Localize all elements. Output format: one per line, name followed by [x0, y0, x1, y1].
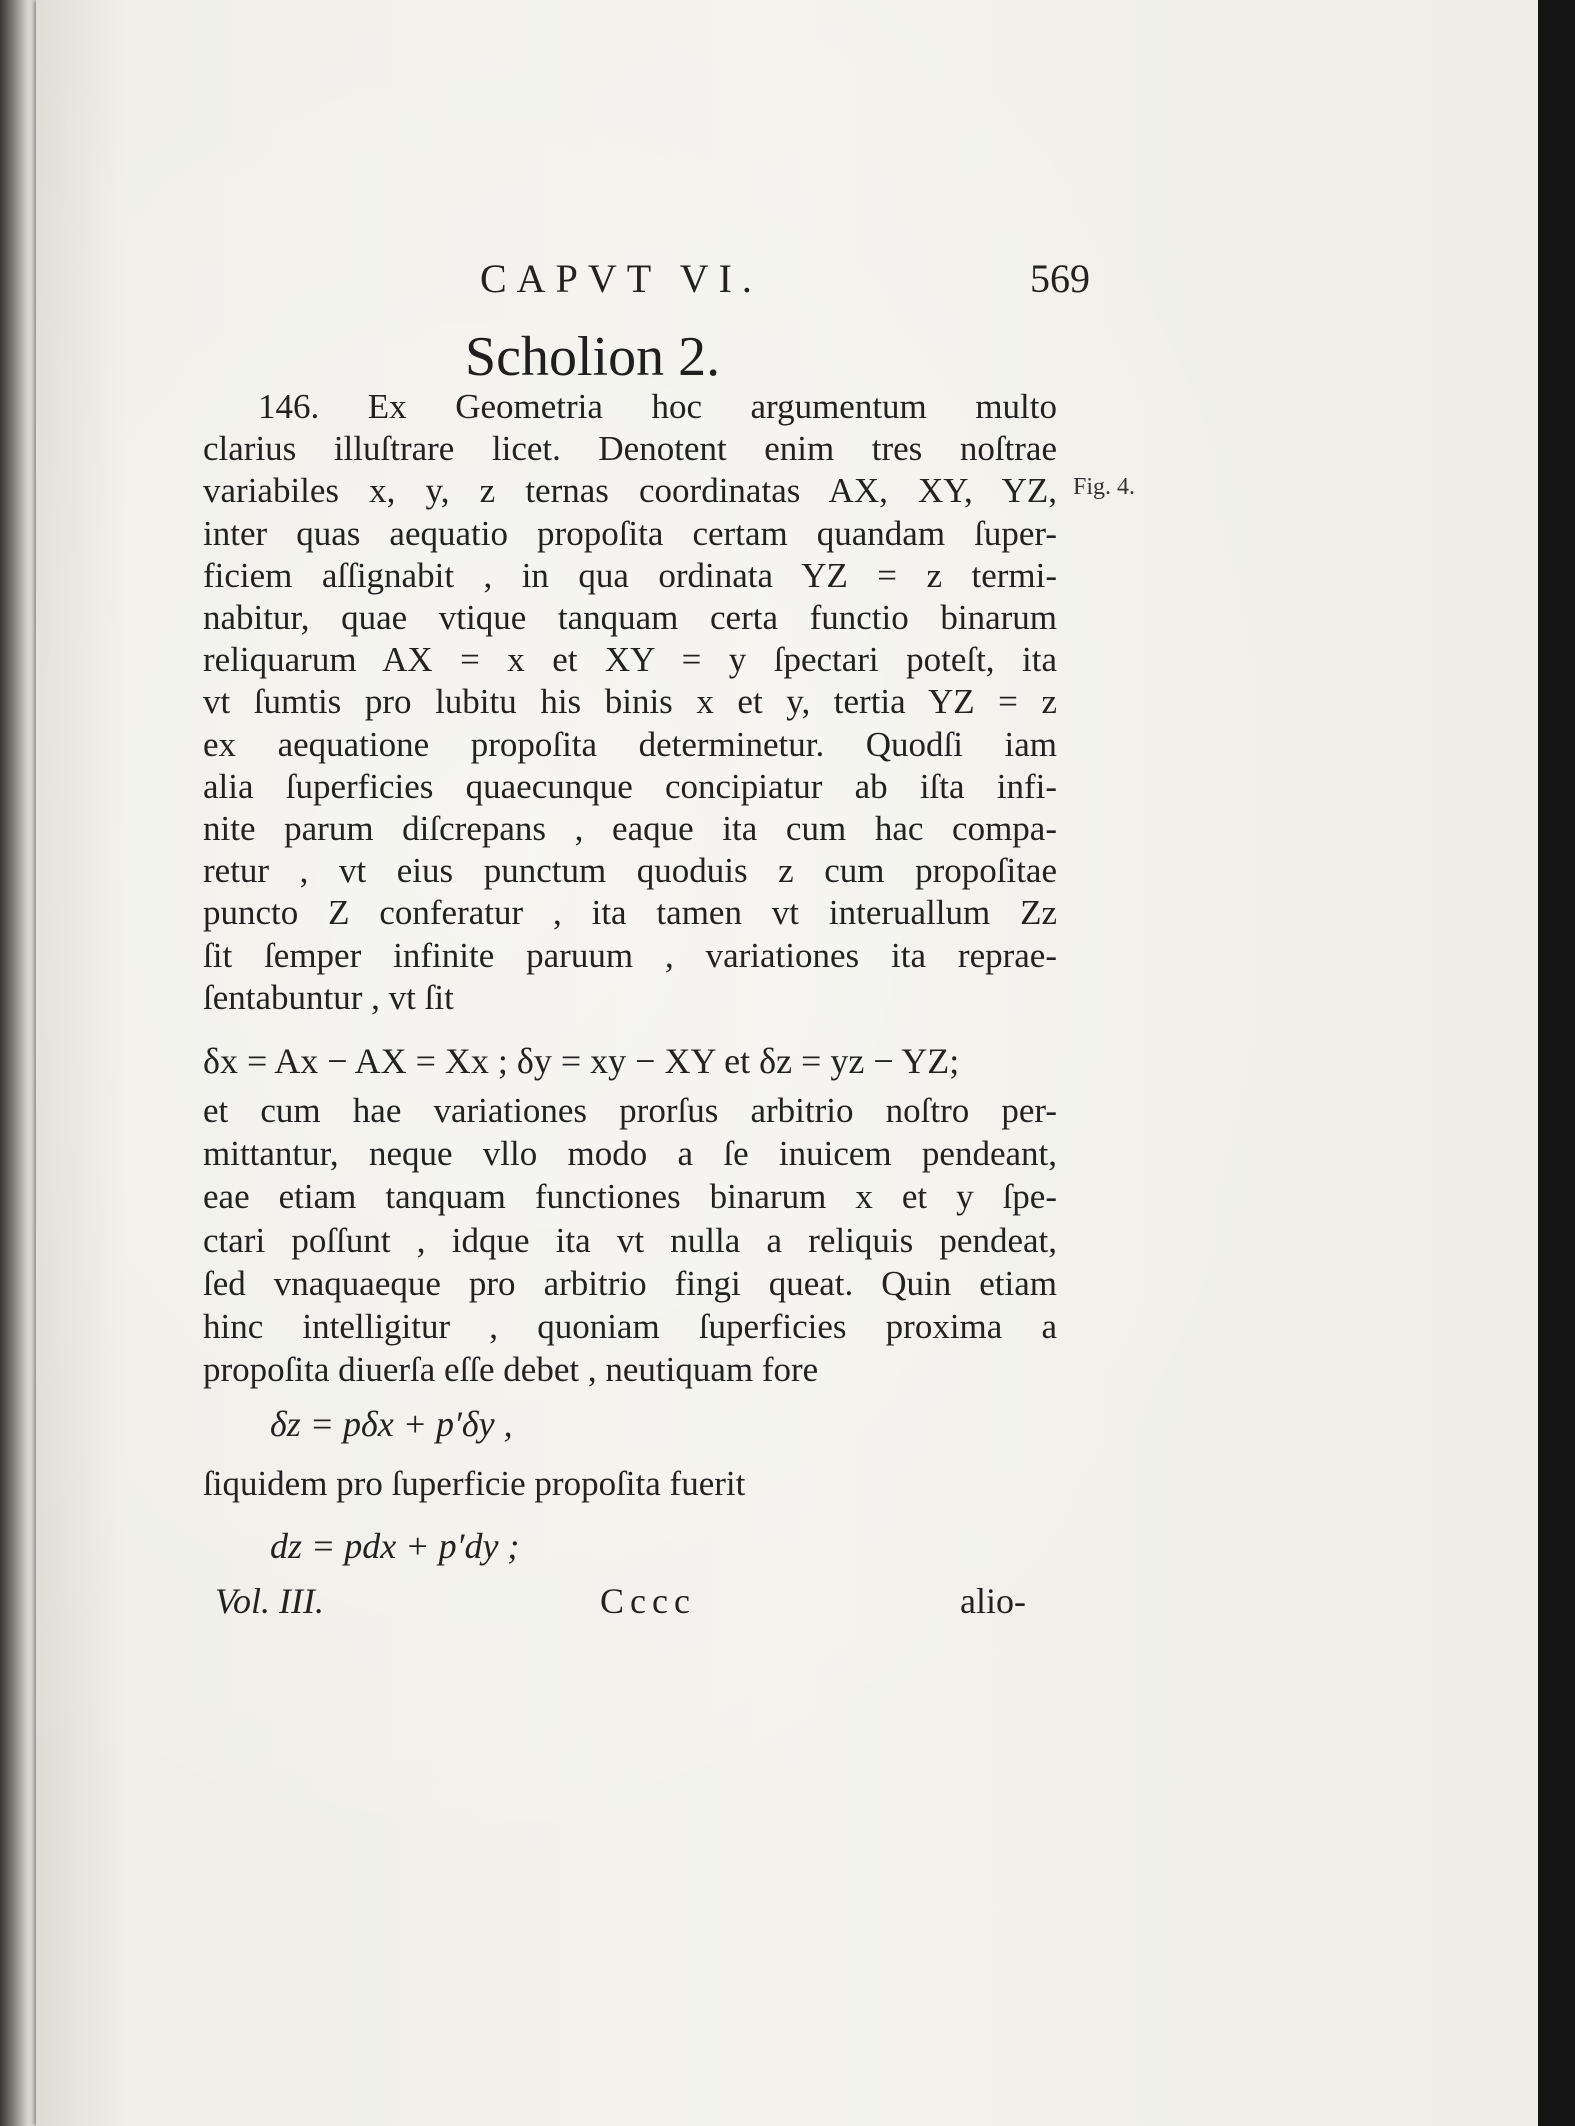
page-number: 569 — [1030, 256, 1090, 301]
text-line: ſed vnaquaeque pro arbitrio fingi queat. Quin etiam — [203, 1263, 1057, 1303]
volume-label: Vol. III. — [215, 1581, 324, 1621]
total-variation-formula: δz = pδx + p′δy , — [270, 1404, 513, 1444]
text-line: inter quas aequatio propoſita certam quandam ſuper- — [203, 513, 1057, 553]
text-line: propoſita diuerſa eſſe debet , neutiquam fore — [203, 1350, 819, 1390]
running-title: CAPVT VI. — [480, 256, 762, 301]
differential-formula: dz = pdx + p′dy ; — [270, 1526, 520, 1566]
scan-background — [1538, 0, 1575, 2126]
text-line: ſentabuntur , vt ſit — [203, 977, 454, 1017]
text-line: hinc intelligitur , quoniam ſuperficies proxima a — [203, 1307, 1057, 1346]
section-title: Scholion 2. — [465, 326, 721, 388]
text-line: ſiquidem pro ſuperficie propoſita fuerit — [203, 1464, 746, 1503]
text-line: ex aequatione propoſita determinetur. Quodſi iam — [203, 724, 1057, 764]
text-line: ficiem aſſignabit , in qua ordinata YZ = z termi- — [203, 555, 1057, 595]
text-line: ſit ſemper infinite paruum , variationes ita reprae- — [203, 935, 1057, 975]
text-line: retur , vt eius punctum quoduis z cum propoſitae — [203, 851, 1057, 891]
text-line: eae etiam tanquam functiones binarum x et y ſpe- — [203, 1177, 1057, 1217]
text-line: 146. Ex Geometria hoc argumentum multo — [258, 387, 1057, 426]
text-line: clarius illuſtrare licet. Denotent enim tres noſtrae — [203, 429, 1057, 469]
text-line: alia ſuperficies quaecunque concipiatur ab iſta infi- — [203, 766, 1057, 806]
facing-page-edge — [0, 0, 40, 2126]
figure-reference: Fig. 4. — [1073, 474, 1136, 500]
text-line: nabitur, quae vtique tanquam certa functio binarum — [203, 598, 1057, 637]
text-line: puncto Z conferatur , ita tamen vt interuallum Zz — [203, 893, 1057, 933]
catchword: alio- — [960, 1581, 1026, 1621]
text-line: variabiles x, y, z ternas coordinatas AX, XY, YZ, — [203, 471, 1057, 511]
signature-mark: Cccc — [600, 1581, 696, 1621]
text-line: ctari poſſunt , idque ita vt nulla a reliquis pendeat, — [203, 1220, 1057, 1260]
text-line: vt ſumtis pro lubitu his binis x et y, tertia YZ = z — [203, 682, 1057, 722]
text-line: et cum hae variationes prorſus arbitrio noſtro per- — [203, 1091, 1057, 1130]
text-line: nite parum diſcrepans , eaque ita cum hac compa- — [203, 809, 1057, 848]
variation-formula: δx = Ax − AX = Xx ; δy = xy − XY et δz = yz − YZ; — [203, 1041, 960, 1081]
text-line: reliquarum AX = x et XY = y ſpectari poteſt, ita — [203, 640, 1057, 680]
text-line: mittantur, neque vllo modo a ſe inuicem pendeant, — [203, 1134, 1057, 1174]
